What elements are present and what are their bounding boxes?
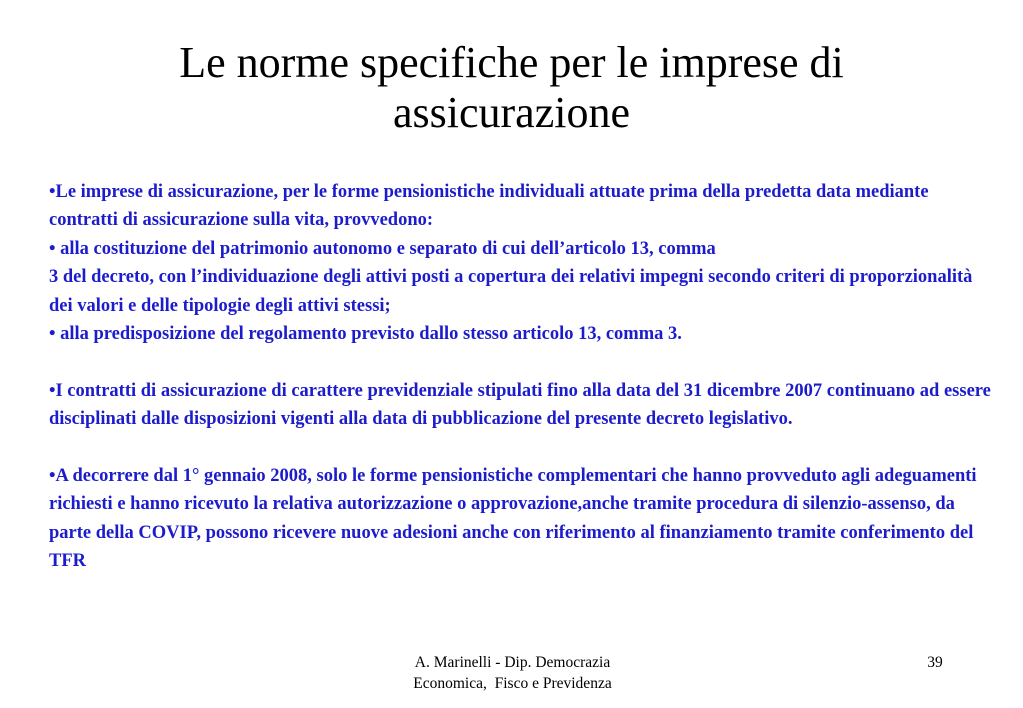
slide-title-line1: Le norme specifiche per le imprese di [179, 38, 844, 87]
page-number: 39 [927, 654, 943, 671]
footer-author [380, 652, 645, 694]
slide-title-line2: assicurazione [393, 88, 630, 137]
paragraph-spacer [49, 434, 999, 462]
slide-body [49, 178, 999, 576]
paragraph-spacer [49, 348, 999, 376]
bullet-patrimonio-line2: 3 del decreto, con l’individuazione degli attivi posti a copertura dei relativi impegni secondo criteri di proporzionalità dei valori e delle tipologie degli attivi stessi; [49, 267, 973, 316]
bullet-patrimonio-line1: • alla costituzione del patrimonio autonomo e separato di cui dell’articolo 13, comma [49, 238, 716, 259]
footer-author-line1: A. Marinelli - Dip. Democrazia [414, 654, 611, 671]
slide-title [60, 38, 963, 138]
paragraph-contratti: •I contratti di assicurazione di carattere previdenziale stipulati fino alla data del 31 dicembre 2007 continuano ad essere disciplinati dalle disposizioni vigenti alla data di pubblicazione del presente decreto legislativo. [49, 380, 991, 430]
bullet-regolamento: • alla predisposizione del regolamento previsto dallo stesso articolo 13, comma 3. [49, 324, 682, 345]
paragraph-intro: •Le imprese di assicurazione, per le forme pensionistiche individuali attuate prima della predetta data mediante contratti di assicurazione sulla vita, provvedono: [49, 182, 929, 231]
footer-author-line2: Economica, Fisco e Previdenza [413, 675, 612, 692]
paragraph-decorrenza: •A decorrere dal 1° gennaio 2008, solo le forme pensionistiche complementari che hanno provveduto agli adeguamenti richiesti e hanno ricevuto la relativa autorizzazione o approvazione,anche tramite procedura di silenzio-assenso, da parte della COVIP, possono ricevere nuove adesioni anche con riferimento al finanziamento tramite conferimento del TFR [49, 466, 977, 572]
